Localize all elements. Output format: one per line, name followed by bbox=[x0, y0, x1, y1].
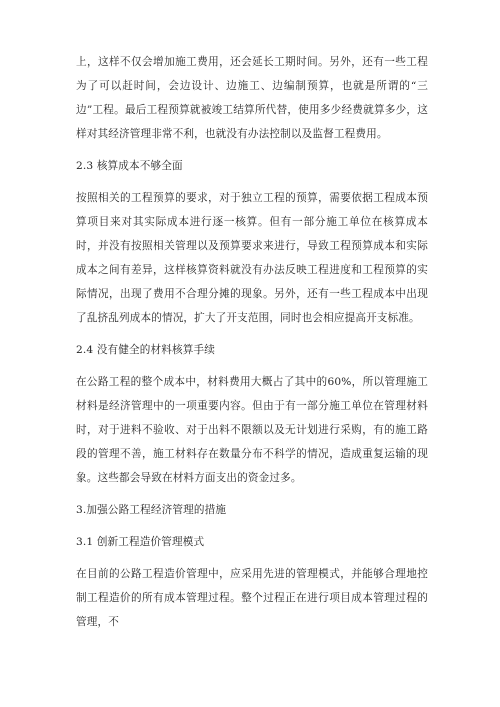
section-heading-3: 3.加强公路工程经济管理的措施 bbox=[76, 504, 227, 516]
section-heading-3-1: 3.1 创新工程造价管理模式 bbox=[76, 536, 205, 548]
paragraph-cost-innovation: 在目前的公路工程造价管理中，应采用先进的管理模式，并能够合理地控制工程造价的所有成本管理过程。整个过程正在进行项目成本管理过程的管理，不 bbox=[76, 568, 428, 628]
paragraph-cost-accounting: 按照相关的工程预算的要求，对于独立工程的预算，需要依据工程成本预算项目来对其实际成本进行逐一核算。但有一部分施工单位在核算成本时，并没有按照相关管理以及预算要求来进行，导致工程预算成本和实际成本之间有差异，这样核算资料就没有办法反映工程进度和工程预算的实际情况，出现了费用不合理分摊的现象。另外，还有一些工程成本中出现了乱挤乱列成本的情况，扩大了开支范围，同时也会相应提高开支标准。 bbox=[76, 192, 428, 324]
paragraph-material-accounting: 在公路工程的整个成本中，材料费用大概占了其中的60%，所以管理施工材料是经济管理中的一项重要内容。但由于有一部分施工单位在管理材料时，对于进料不验收、对于出料不限额以及无计划进行采购，有的施工路段的管理不善，施工材料存在数量分布不科学的情况，造成重复运输的现象。这些都会导致在材料方面支出的资金过多。 bbox=[76, 376, 428, 484]
section-heading-2-3: 2.3 核算成本不够全面 bbox=[76, 160, 183, 172]
paragraph-cost-management-issues: 上，这样不仅会增加施工费用，还会延长工期时间。另外，还有一些工程为了可以赶时间，会边设计、边施工、边编制预算，也就是所谓的“三边”工程。最后工程预算就被竣工结算所代替，使用多少经费就算多少，这样对其经济管理非常不利，也就没有办法控制以及监督工程费用。 bbox=[76, 56, 428, 140]
section-heading-2-4: 2.4 没有健全的材料核算手续 bbox=[76, 344, 215, 356]
